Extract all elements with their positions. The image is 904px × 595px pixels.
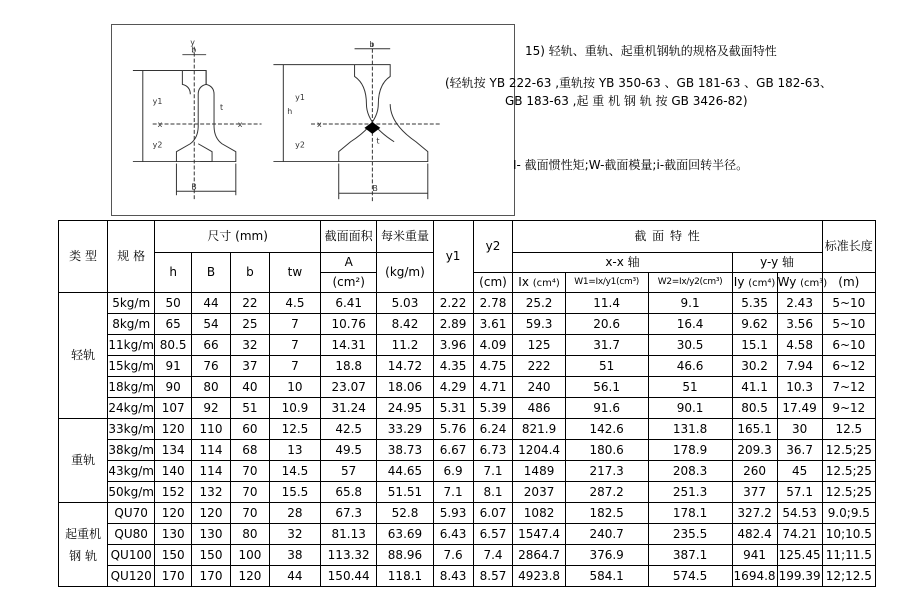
cell-Ix: 1547.4 [513,524,565,545]
cell-B: 132 [192,482,231,503]
cell-W1: 56.1 [565,377,648,398]
col-y1-header: y1 [433,221,473,293]
cell-tw: 38 [269,545,320,566]
Iy-unit: (cm⁴) [748,277,776,289]
cell-W2: 46.6 [648,356,732,377]
cell-y2: 4.71 [473,377,513,398]
rail-profiles-diagram [112,25,514,215]
cell-W2: 208.3 [648,461,732,482]
cell-h: 90 [155,377,192,398]
cell-A: 113.32 [321,545,377,566]
cell-L: 5~10 [822,314,875,335]
cell-b: 68 [230,440,269,461]
cell-spec: 33kg/m [108,419,155,440]
cell-wt: 24.95 [377,398,433,419]
label-x-right: x [316,119,322,129]
col-Ix-header [513,273,565,293]
cell-Iy: 482.4 [732,524,777,545]
section-title: 15) 轻轨、重轨、起重机钢轨的规格及截面特性 [525,44,777,58]
cell-Iy: 30.2 [732,356,777,377]
table-row [59,356,876,377]
table-row [59,440,876,461]
label-y-left: y [190,37,195,47]
cell-y2: 8.57 [473,566,513,587]
cell-h: 130 [155,524,192,545]
cell-tw: 7 [269,314,320,335]
col-props-header: 截 面 特 性 [513,221,822,253]
col-W2-header: W2=Ix/y2(cm³) [648,273,732,293]
standards-line-2: GB 183-63 ,起 重 机 钢 轨 按 GB 3426-82) [505,94,748,108]
cell-tw: 14.5 [269,461,320,482]
col-type-header: 类 型 [59,221,108,293]
col-W1-header: W1=Ix/y1(cm³) [565,273,648,293]
cell-Wy: 36.7 [777,440,822,461]
cell-B: 114 [192,440,231,461]
cell-A: 67.3 [321,503,377,524]
label-y2-left: y2 [152,140,163,150]
cell-wt: 8.42 [377,314,433,335]
col-Wy-header [777,273,828,293]
cell-tw: 13 [269,440,320,461]
cell-wt: 118.1 [377,566,433,587]
cell-tw: 7 [269,356,320,377]
cell-Ix: 1489 [513,461,565,482]
cell-Ix: 2037 [513,482,565,503]
cell-A: 65.8 [321,482,377,503]
cell-A: 10.76 [321,314,377,335]
cell-spec: 43kg/m [108,461,155,482]
cell-L: 12.5;25 [822,461,875,482]
table-row [59,314,876,335]
cell-y2: 6.24 [473,419,513,440]
table-row [59,335,876,356]
cell-Ix: 59.3 [513,314,565,335]
rail-cross-section-figure [111,24,515,216]
cell-h: 91 [155,356,192,377]
col-tw-header: tw [269,253,320,293]
cell-y1: 5.31 [433,398,473,419]
table-row [59,461,876,482]
cell-h: 80.5 [155,335,192,356]
cell-Ix: 222 [513,356,565,377]
cell-Ix: 1082 [513,503,565,524]
cell-b: 25 [230,314,269,335]
cell-h: 134 [155,440,192,461]
cell-Iy: 41.1 [732,377,777,398]
cell-A: 57 [321,461,377,482]
cell-Wy: 74.21 [777,524,822,545]
cell-Wy: 4.58 [777,335,822,356]
cell-spec: 15kg/m [108,356,155,377]
col-y2-header: y2 [473,221,513,273]
label-h-right: h [287,107,293,117]
cell-W2: 51 [648,377,732,398]
cell-b: 60 [230,419,269,440]
label-y1-right: y1 [295,93,305,103]
cell-h: 107 [155,398,192,419]
cell-A: 31.24 [321,398,377,419]
table-row [59,377,876,398]
table-row [59,419,876,440]
cell-B: 130 [192,524,231,545]
cell-Wy: 2.43 [777,293,822,314]
cell-y2: 6.07 [473,503,513,524]
label-y1-left: y1 [152,97,163,107]
cell-spec: 24kg/m [108,398,155,419]
cell-L: 9.0;9.5 [822,503,875,524]
cell-Wy: 10.3 [777,377,822,398]
cell-L: 6~12 [822,356,875,377]
table-body [59,221,876,587]
cell-tw: 44 [269,566,320,587]
label-tw-right: t [376,136,380,146]
cell-Iy: 260 [732,461,777,482]
cell-y2: 3.61 [473,314,513,335]
cell-y1: 3.96 [433,335,473,356]
cell-tw: 32 [269,524,320,545]
col-dims-header: 尺寸 (mm) [155,221,321,253]
cell-B: 54 [192,314,231,335]
cell-A: 6.41 [321,293,377,314]
cell-y2: 5.39 [473,398,513,419]
label-B-left: B [191,182,197,192]
cell-Iy: 80.5 [732,398,777,419]
cell-tw: 10 [269,377,320,398]
rail-spec-table [58,220,876,587]
col-weight-header: 每米重量 [377,221,433,253]
col-b-header: b [230,253,269,293]
cell-b: 70 [230,503,269,524]
cell-Ix: 1204.4 [513,440,565,461]
table-row [59,503,876,524]
col-area-symbol: A [321,253,377,273]
cell-tw: 12.5 [269,419,320,440]
cell-B: 44 [192,293,231,314]
cell-y1: 5.76 [433,419,473,440]
cell-b: 32 [230,335,269,356]
cell-wt: 88.96 [377,545,433,566]
cell-Wy: 3.56 [777,314,822,335]
cell-spec: 11kg/m [108,335,155,356]
cell-W2: 30.5 [648,335,732,356]
cell-spec: 50kg/m [108,482,155,503]
col-Iy-header [732,273,777,293]
cell-y1: 2.89 [433,314,473,335]
cell-B: 170 [192,566,231,587]
cell-y1: 7.1 [433,482,473,503]
cell-Wy: 17.49 [777,398,822,419]
cell-tw: 15.5 [269,482,320,503]
cell-W1: 217.3 [565,461,648,482]
cell-y1: 8.43 [433,566,473,587]
cell-h: 120 [155,419,192,440]
label-y2-right: y2 [295,140,305,150]
cell-spec: 38kg/m [108,440,155,461]
cell-Wy: 30 [777,419,822,440]
cell-L: 7~12 [822,377,875,398]
cell-wt: 33.29 [377,419,433,440]
group-type-cell [59,503,108,587]
col-y-unit: (cm) [473,273,513,293]
cell-spec: QU120 [108,566,155,587]
cell-b: 100 [230,545,269,566]
cell-spec: QU100 [108,545,155,566]
col-length-header: 标准长度 [822,221,875,273]
cell-y2: 4.09 [473,335,513,356]
cell-tw: 7 [269,335,320,356]
cell-h: 50 [155,293,192,314]
cell-h: 65 [155,314,192,335]
cell-W1: 142.6 [565,419,648,440]
cell-tw: 28 [269,503,320,524]
col-area-unit: (cm²) [321,273,377,293]
label-x-left: x [157,119,163,129]
cell-wt: 38.73 [377,440,433,461]
label-tw-left: t [219,103,224,113]
cell-B: 110 [192,419,231,440]
cell-h: 140 [155,461,192,482]
Ix-symbol: Ix [518,274,529,289]
cell-Wy: 54.53 [777,503,822,524]
header-row-1 [59,221,876,253]
cell-y1: 2.22 [433,293,473,314]
cell-y1: 4.35 [433,356,473,377]
standards-line-1: (轻轨按 YB 222-63 ,重轨按 YB 350-63 、GB 181-63 、GB 182-63、 [445,76,833,90]
cell-A: 23.07 [321,377,377,398]
cell-h: 150 [155,545,192,566]
cell-b: 40 [230,377,269,398]
cell-Iy: 15.1 [732,335,777,356]
cell-W1: 20.6 [565,314,648,335]
cell-wt: 5.03 [377,293,433,314]
cell-spec: QU70 [108,503,155,524]
cell-Iy: 209.3 [732,440,777,461]
label-b-left: b [191,45,197,55]
cell-L: 12;12.5 [822,566,875,587]
cell-B: 92 [192,398,231,419]
cell-W1: 180.6 [565,440,648,461]
cell-wt: 44.65 [377,461,433,482]
cell-A: 49.5 [321,440,377,461]
cell-Ix: 2864.7 [513,545,565,566]
cell-Iy: 9.62 [732,314,777,335]
cell-y1: 6.67 [433,440,473,461]
cell-Ix: 821.9 [513,419,565,440]
cell-y2: 6.57 [473,524,513,545]
cell-B: 80 [192,377,231,398]
cell-h: 170 [155,566,192,587]
cell-W1: 376.9 [565,545,648,566]
cell-L: 10;10.5 [822,524,875,545]
cell-tw: 4.5 [269,293,320,314]
group-type-line-1: 起重机 [65,526,102,541]
cell-y1: 6.43 [433,524,473,545]
table-row [59,524,876,545]
col-B-header: B [192,253,231,293]
cell-Wy: 57.1 [777,482,822,503]
col-spec-header: 规 格 [108,221,155,293]
cell-W2: 178.9 [648,440,732,461]
cell-B: 66 [192,335,231,356]
label-b-right: b [369,39,375,49]
cell-W1: 584.1 [565,566,648,587]
cell-Iy: 5.35 [732,293,777,314]
cell-W2: 90.1 [648,398,732,419]
cell-Wy: 199.39 [777,566,822,587]
cell-b: 70 [230,461,269,482]
cell-b: 120 [230,566,269,587]
label-x-left-right: x [237,119,243,129]
cell-W2: 387.1 [648,545,732,566]
cell-spec: 8kg/m [108,314,155,335]
cell-Wy: 125.45 [777,545,822,566]
Wy-symbol: Wy [777,274,797,289]
cell-W1: 11.4 [565,293,648,314]
cell-L: 9~12 [822,398,875,419]
cell-b: 70 [230,482,269,503]
Wy-unit: (cm³) [800,277,828,289]
cell-Iy: 941 [732,545,777,566]
col-yy-header: y-y 轴 [732,253,822,273]
cell-wt: 14.72 [377,356,433,377]
cell-A: 81.13 [321,524,377,545]
cell-W2: 9.1 [648,293,732,314]
cell-b: 37 [230,356,269,377]
cell-B: 120 [192,503,231,524]
table-row [59,545,876,566]
cell-y1: 6.9 [433,461,473,482]
cell-L: 12.5;25 [822,440,875,461]
cell-L: 12.5 [822,419,875,440]
Ix-unit: (cm⁴) [532,277,560,289]
table-row [59,398,876,419]
group-type-line-2: 钢 轨 [69,548,97,563]
cell-y2: 6.73 [473,440,513,461]
cell-W1: 31.7 [565,335,648,356]
cell-h: 120 [155,503,192,524]
cell-L: 11;11.5 [822,545,875,566]
Iy-symbol: Iy [733,274,745,289]
cell-Iy: 327.2 [732,503,777,524]
col-area-header: 截面面积 [321,221,377,253]
cell-wt: 11.2 [377,335,433,356]
cell-Ix: 125 [513,335,565,356]
cell-W2: 16.4 [648,314,732,335]
col-weight-unit: (kg/m) [377,253,433,293]
cell-B: 76 [192,356,231,377]
cell-L: 5~10 [822,293,875,314]
cell-Iy: 165.1 [732,419,777,440]
cell-B: 150 [192,545,231,566]
cell-Iy: 377 [732,482,777,503]
cell-b: 51 [230,398,269,419]
cell-Ix: 4923.8 [513,566,565,587]
cell-W2: 251.3 [648,482,732,503]
table-row [59,566,876,587]
cell-y1: 4.29 [433,377,473,398]
cell-Iy: 1694.8 [732,566,777,587]
cell-y2: 7.4 [473,545,513,566]
cell-L: 12.5;25 [822,482,875,503]
cell-spec: 18kg/m [108,377,155,398]
cell-wt: 63.69 [377,524,433,545]
cell-W2: 235.5 [648,524,732,545]
cell-tw: 10.9 [269,398,320,419]
cell-y1: 7.6 [433,545,473,566]
cell-A: 18.8 [321,356,377,377]
cell-W1: 287.2 [565,482,648,503]
cell-W1: 182.5 [565,503,648,524]
cell-y2: 4.75 [473,356,513,377]
cell-B: 114 [192,461,231,482]
cell-y2: 8.1 [473,482,513,503]
cell-y1: 5.93 [433,503,473,524]
cell-h: 152 [155,482,192,503]
cell-y2: 2.78 [473,293,513,314]
cell-Ix: 486 [513,398,565,419]
label-B-right: B [372,184,378,194]
cell-spec: QU80 [108,524,155,545]
table-row [59,482,876,503]
group-type-cell: 轻轨 [59,293,108,419]
cell-Wy: 7.94 [777,356,822,377]
cell-b: 80 [230,524,269,545]
cell-W2: 178.1 [648,503,732,524]
cell-wt: 51.51 [377,482,433,503]
group-type-cell: 重轨 [59,419,108,503]
cell-A: 150.44 [321,566,377,587]
cell-W2: 131.8 [648,419,732,440]
cell-wt: 18.06 [377,377,433,398]
cell-W1: 51 [565,356,648,377]
cell-A: 14.31 [321,335,377,356]
cell-Ix: 25.2 [513,293,565,314]
cell-W1: 91.6 [565,398,648,419]
legend-note: I- 截面惯性矩;W-截面模量;i-截面回转半径。 [513,158,749,172]
cell-wt: 52.8 [377,503,433,524]
cell-y2: 7.1 [473,461,513,482]
cell-W1: 240.7 [565,524,648,545]
cell-Wy: 45 [777,461,822,482]
cell-Ix: 240 [513,377,565,398]
col-h-header: h [155,253,192,293]
cell-A: 42.5 [321,419,377,440]
cell-b: 22 [230,293,269,314]
cell-W2: 574.5 [648,566,732,587]
col-xx-header: x-x 轴 [513,253,732,273]
col-length-unit: (m) [822,273,875,293]
cell-spec: 5kg/m [108,293,155,314]
table-row [59,293,876,314]
cell-L: 6~10 [822,335,875,356]
